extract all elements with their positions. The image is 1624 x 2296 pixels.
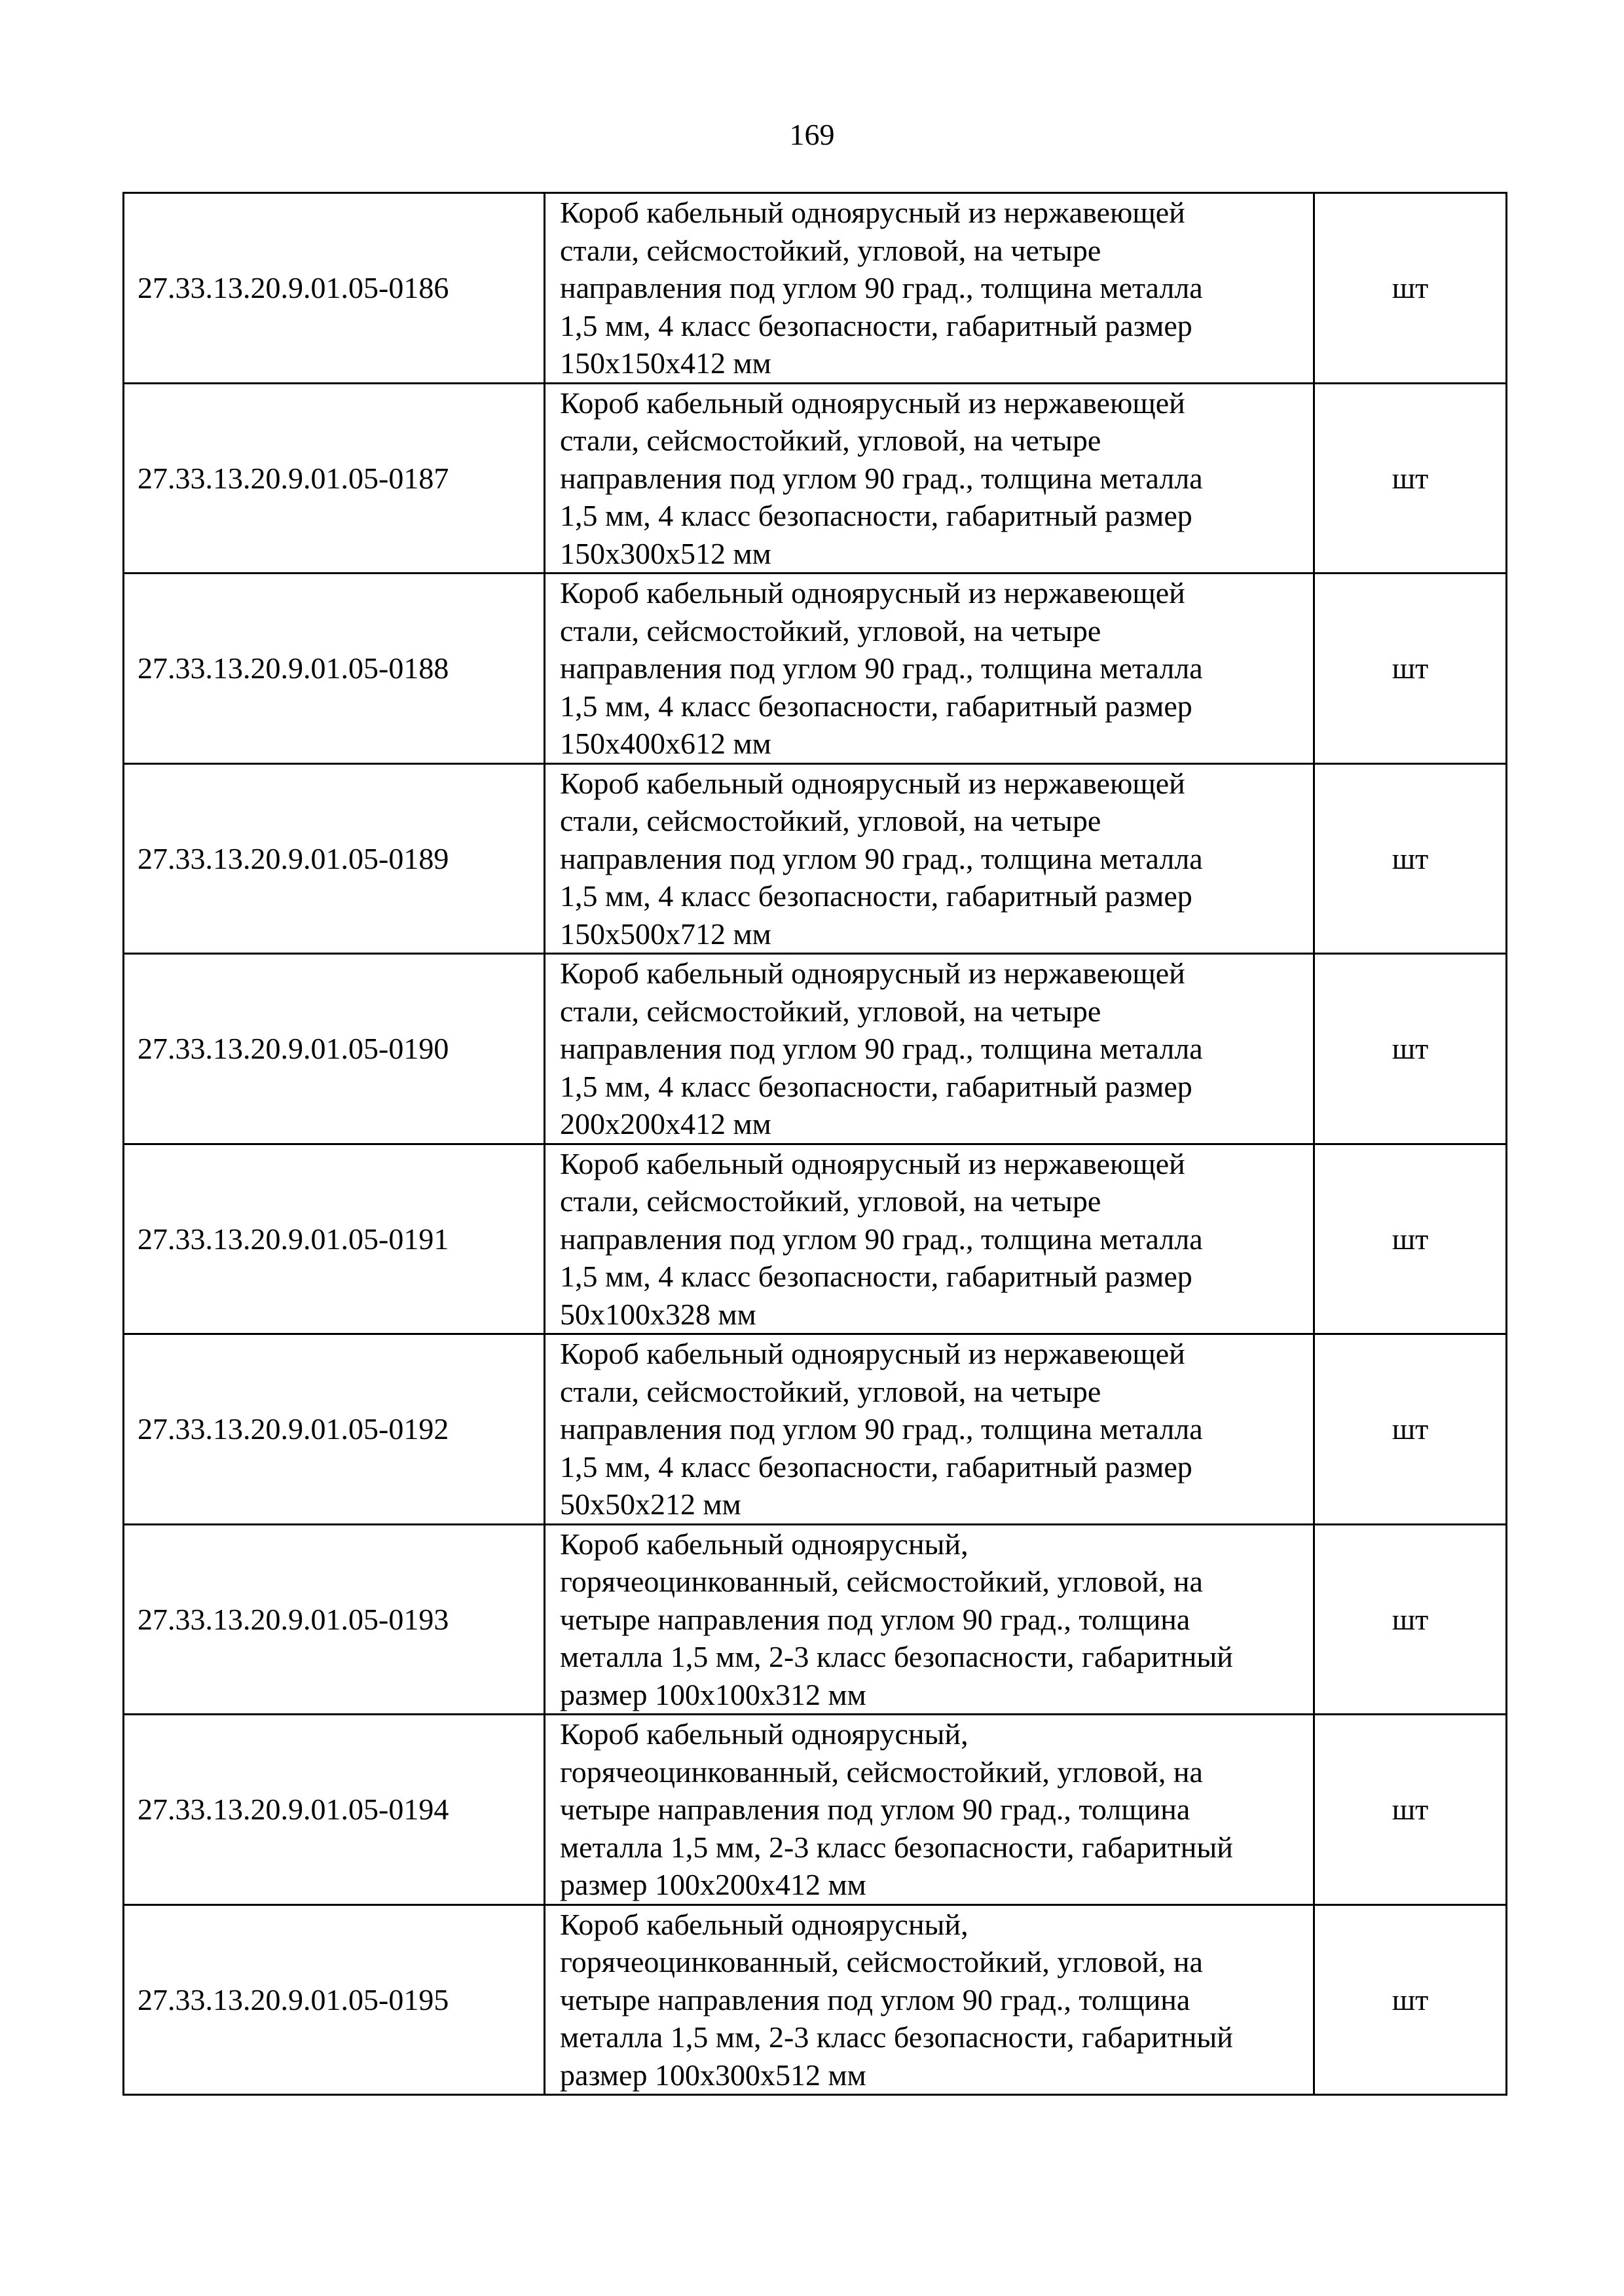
description-line: 1,5 мм, 4 класс безопасности, габаритный размер	[560, 499, 1192, 532]
description-line: Короб кабельный одноярусный из нержавеющей	[560, 1337, 1185, 1370]
description-line: направления под углом 90 град., толщина металла	[560, 271, 1203, 304]
item-description	[545, 1524, 1314, 1715]
item-description	[545, 574, 1314, 764]
item-description	[545, 763, 1314, 954]
description-line: направления под углом 90 град., толщина металла	[560, 1032, 1203, 1065]
description-line: Короб кабельный одноярусный из нержавеющей	[560, 576, 1185, 610]
page-number: 169	[789, 118, 835, 151]
description-line: четыре направления под углом 90 град., толщина	[560, 1602, 1190, 1636]
item-code: 27.33.13.20.9.01.05-0191	[124, 1144, 545, 1334]
description-line: металла 1,5 мм, 2-3 класс безопасности, габаритный	[560, 1830, 1233, 1864]
description-line: 1,5 мм, 4 класс безопасности, габаритный размер	[560, 1449, 1192, 1484]
description-line: горячеоцинкованный, сейсмостойкий, угловой, на	[560, 1945, 1203, 1978]
description-line: стали, сейсмостойкий, угловой, на четыре	[560, 424, 1101, 457]
item-code: 27.33.13.20.9.01.05-0193	[124, 1524, 545, 1715]
description-line: размер 100х300х512 мм	[560, 2058, 866, 2092]
description-line: стали, сейсмостойкий, угловой, на четыре	[560, 804, 1101, 837]
item-description	[545, 954, 1314, 1144]
item-code: 27.33.13.20.9.01.05-0187	[124, 383, 545, 574]
item-unit: шт	[1314, 1715, 1507, 1905]
item-description	[545, 1144, 1314, 1334]
table-row	[124, 763, 1507, 954]
description-line: стали, сейсмостойкий, угловой, на четыре	[560, 994, 1101, 1028]
item-description	[545, 383, 1314, 574]
description-line: направления под углом 90 град., толщина металла	[560, 461, 1203, 495]
item-code: 27.33.13.20.9.01.05-0189	[124, 763, 545, 954]
description-line: стали, сейсмостойкий, угловой, на четыре	[560, 233, 1101, 267]
specification-table	[122, 192, 1507, 2096]
item-unit: шт	[1314, 763, 1507, 954]
item-code: 27.33.13.20.9.01.05-0195	[124, 1904, 545, 2095]
description-line: направления под углом 90 град., толщина металла	[560, 1412, 1203, 1446]
item-code: 27.33.13.20.9.01.05-0186	[124, 193, 545, 384]
description-line: размер 100х100х312 мм	[560, 1677, 866, 1711]
item-unit: шт	[1314, 1144, 1507, 1334]
description-line: 200х200х412 мм	[560, 1107, 771, 1140]
item-unit: шт	[1314, 574, 1507, 764]
item-code: 27.33.13.20.9.01.05-0192	[124, 1334, 545, 1525]
description-line: 1,5 мм, 4 класс безопасности, габаритный размер	[560, 1260, 1192, 1293]
description-line: направления под углом 90 град., толщина металла	[560, 651, 1203, 685]
table-row	[124, 1334, 1507, 1525]
description-line: Короб кабельный одноярусный из нержавеющей	[560, 766, 1185, 800]
description-line: 50х100х328 мм	[560, 1297, 756, 1331]
table-row	[124, 574, 1507, 764]
item-unit: шт	[1314, 193, 1507, 384]
item-description	[545, 1334, 1314, 1525]
description-line: размер 100х200х412 мм	[560, 1868, 866, 1901]
item-unit: шт	[1314, 1904, 1507, 2095]
description-line: 50х50х212 мм	[560, 1487, 741, 1521]
description-line: 1,5 мм, 4 класс безопасности, габаритный размер	[560, 879, 1192, 913]
table-row	[124, 1715, 1507, 1905]
description-line: направления под углом 90 град., толщина металла	[560, 1222, 1203, 1256]
description-line: 150х300х512 мм	[560, 536, 771, 570]
item-description	[545, 193, 1314, 384]
table-row	[124, 954, 1507, 1144]
item-code: 27.33.13.20.9.01.05-0194	[124, 1715, 545, 1905]
description-line: Короб кабельный одноярусный,	[560, 1907, 969, 1941]
description-line: Короб кабельный одноярусный из нержавеющей	[560, 1146, 1185, 1180]
table-row	[124, 1144, 1507, 1334]
description-line: стали, сейсмостойкий, угловой, на четыре	[560, 1184, 1101, 1218]
item-description	[545, 1715, 1314, 1905]
description-line: металла 1,5 мм, 2-3 класс безопасности, габаритный	[560, 1640, 1233, 1673]
description-line: направления под углом 90 град., толщина металла	[560, 841, 1203, 875]
description-line: Короб кабельный одноярусный,	[560, 1717, 969, 1751]
item-code: 27.33.13.20.9.01.05-0190	[124, 954, 545, 1144]
description-line: Короб кабельный одноярусный из нержавеющей	[560, 196, 1185, 229]
description-line: четыре направления под углом 90 град., толщина	[560, 1793, 1190, 1826]
item-unit: шт	[1314, 1524, 1507, 1715]
description-line: 1,5 мм, 4 класс безопасности, габаритный размер	[560, 1069, 1192, 1103]
description-line: 150х500х712 мм	[560, 917, 771, 951]
description-line: 1,5 мм, 4 класс безопасности, габаритный размер	[560, 308, 1192, 342]
description-line: четыре направления под углом 90 град., толщина	[560, 1982, 1190, 2016]
item-unit: шт	[1314, 383, 1507, 574]
description-line: Короб кабельный одноярусный из нержавеющей	[560, 957, 1185, 990]
table-row	[124, 1904, 1507, 2095]
description-line: металла 1,5 мм, 2-3 класс безопасности, габаритный	[560, 2020, 1233, 2054]
item-unit: шт	[1314, 1334, 1507, 1525]
item-unit: шт	[1314, 954, 1507, 1144]
description-line: 150х400х612 мм	[560, 727, 771, 760]
table-row	[124, 193, 1507, 384]
description-line: стали, сейсмостойкий, угловой, на четыре	[560, 1374, 1101, 1408]
description-line: горячеоцинкованный, сейсмостойкий, угловой, на	[560, 1565, 1203, 1598]
table-row	[124, 1524, 1507, 1715]
table-body	[124, 193, 1507, 2095]
item-description	[545, 1904, 1314, 2095]
description-line: Короб кабельный одноярусный,	[560, 1527, 969, 1561]
item-code: 27.33.13.20.9.01.05-0188	[124, 574, 545, 764]
description-line: 150х150х412 мм	[560, 346, 771, 380]
description-line: горячеоцинкованный, сейсмостойкий, угловой, на	[560, 1755, 1203, 1789]
table-row	[124, 383, 1507, 574]
description-line: Короб кабельный одноярусный из нержавеющей	[560, 386, 1185, 420]
description-line: 1,5 мм, 4 класс безопасности, габаритный размер	[560, 689, 1192, 723]
description-line: стали, сейсмостойкий, угловой, на четыре	[560, 613, 1101, 647]
